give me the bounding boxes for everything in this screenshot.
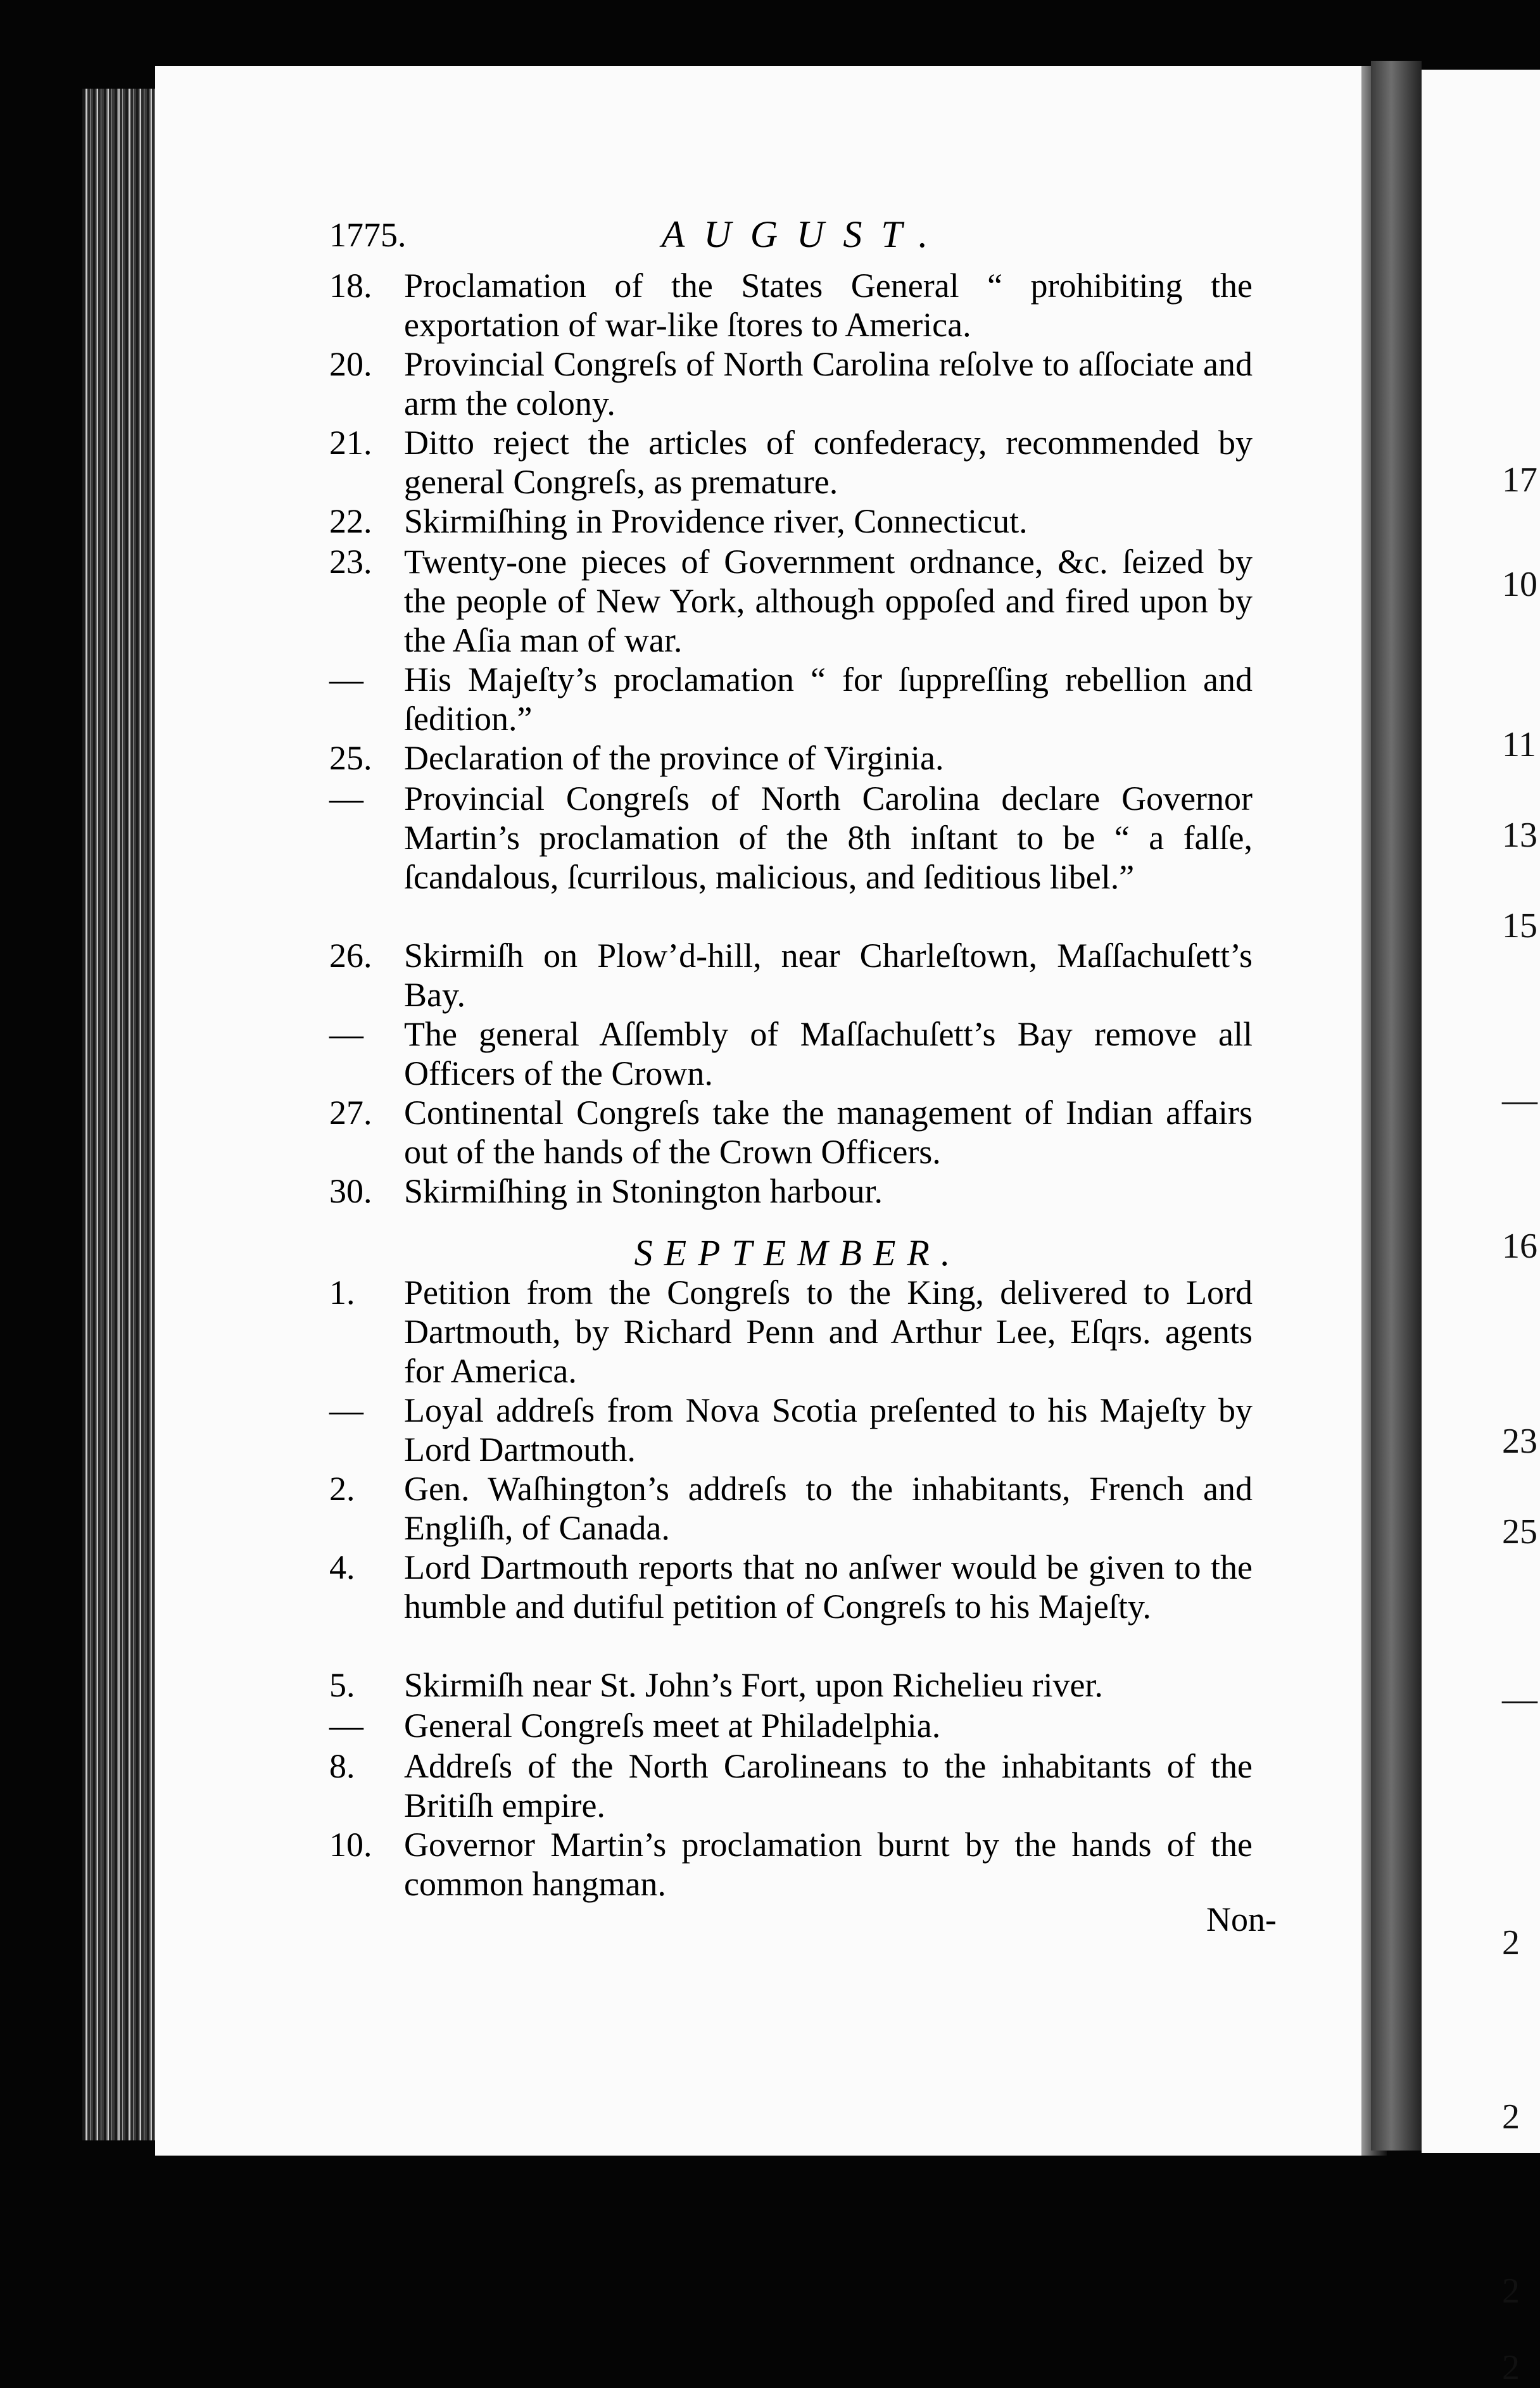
- catchword: Non-: [1206, 1900, 1277, 1938]
- entry-text: Skirmiſh on Plow’d-hill, near Charleſtown, Maſſachuſett’s Bay.: [404, 937, 1253, 1014]
- entry-date: 30.: [329, 1172, 372, 1210]
- entry-date: 18.: [329, 267, 372, 305]
- entry-text: Governor Martin’s proclamation burnt by the hands of the common hangman.: [404, 1826, 1253, 1903]
- facing-margin-number: 2: [1502, 1923, 1520, 1962]
- entry-text: Skirmiſhing in Providence river, Connecticut.: [404, 502, 1028, 540]
- entry-date: 4.: [329, 1548, 355, 1586]
- entry-text: Declaration of the province of Virginia.: [404, 739, 944, 777]
- facing-margin-number: 2: [1502, 2097, 1520, 2137]
- facing-margin-number: —: [1502, 1080, 1537, 1120]
- entry-date: 27.: [329, 1094, 372, 1132]
- entry-date: —: [329, 1707, 363, 1745]
- month-heading-august: AUGUST.: [661, 213, 947, 255]
- entry-text: Skirmiſh near St. John’s Fort, upon Richelieu river.: [404, 1666, 1103, 1704]
- entry-date: 5.: [329, 1666, 355, 1704]
- facing-margin-number: 17: [1502, 460, 1537, 500]
- entry-text: Proclamation of the States General “ prohibiting the exportation of war-like ſtores to America.: [404, 267, 1253, 344]
- entry-date: 25.: [329, 739, 372, 777]
- entry-text: His Majeſty’s proclamation “ for ſuppreſſing rebellion and ſedition.”: [404, 660, 1253, 738]
- facing-margin-number: 2: [1502, 2348, 1520, 2387]
- facing-margin-number: 10: [1502, 565, 1537, 604]
- book-spine: [82, 89, 158, 2140]
- entry-date: 23.: [329, 543, 372, 581]
- entry-text: Petition from the Congreſs to the King, delivered to Lord Dartmouth, by Richard Penn and Arthur Lee, Eſqrs. agents for America.: [404, 1273, 1253, 1390]
- facing-margin-number: 25: [1502, 1512, 1537, 1551]
- entry-date: 10.: [329, 1826, 372, 1864]
- entry-date: —: [329, 1015, 363, 1053]
- entry-text: Skirmiſhing in Stonington harbour.: [404, 1172, 883, 1210]
- entry-text: Provincial Congreſs of North Carolina declare Governor Martin’s proclamation of the 8th inſtant to be “ a falſe, ſcandalous, ſcurrilous, malicious, and ſeditious libel.”: [404, 780, 1253, 896]
- entry-date: 2.: [329, 1470, 355, 1508]
- entry-text: Provincial Congreſs of North Carolina reſolve to aſſociate and arm the colony.: [404, 345, 1253, 422]
- facing-margin-number: 11: [1502, 725, 1536, 764]
- year-label: 1775.: [329, 216, 407, 254]
- entry-date: 8.: [329, 1747, 355, 1785]
- entry-text: Loyal addreſs from Nova Scotia preſented to his Majeſty by Lord Dartmouth.: [404, 1391, 1253, 1469]
- month-heading-september: SEPTEMBER.: [634, 1232, 962, 1273]
- facing-margin-number: 23: [1502, 1422, 1537, 1461]
- entry-text: Gen. Waſhington’s addreſs to the inhabitants, French and Engliſh, of Canada.: [404, 1470, 1253, 1547]
- entry-text: Continental Congreſs take the management of Indian affairs out of the hands of the Crown Officers.: [404, 1094, 1253, 1171]
- facing-margin-number: 13: [1502, 816, 1537, 855]
- facing-margin-number: 2: [1502, 2271, 1520, 2311]
- entry-date: —: [329, 780, 363, 818]
- entry-text: Ditto reject the articles of confederacy, recommended by general Congreſs, as premature.: [404, 424, 1253, 501]
- entry-text: Twenty-one pieces of Government ordnance, &c. ſeized by the people of New York, although oppoſed and fired upon by the Aſia man of war.: [404, 543, 1253, 659]
- gutter: [1371, 61, 1422, 2151]
- facing-margin-number: 15: [1502, 906, 1537, 945]
- entry-date: 1.: [329, 1273, 355, 1311]
- entry-date: —: [329, 660, 363, 698]
- entry-text: Lord Dartmouth reports that no anſwer would be given to the humble and dutiful petition of Congreſs to his Majeſty.: [404, 1548, 1253, 1626]
- facing-margin-number: 16: [1502, 1227, 1537, 1266]
- entry-text: The general Aſſembly of Maſſachuſett’s Bay remove all Officers of the Crown.: [404, 1015, 1253, 1092]
- entry-date: 21.: [329, 424, 372, 462]
- facing-margin-number: —: [1502, 1679, 1537, 1719]
- entry-date: 20.: [329, 345, 372, 383]
- entry-text: Addreſs of the North Carolineans to the inhabitants of the Britiſh empire.: [404, 1747, 1253, 1824]
- entry-text: General Congreſs meet at Philadelphia.: [404, 1707, 941, 1745]
- running-head: [329, 215, 1279, 272]
- entry-date: —: [329, 1391, 363, 1429]
- entry-date: 26.: [329, 937, 372, 975]
- entry-date: 22.: [329, 502, 372, 540]
